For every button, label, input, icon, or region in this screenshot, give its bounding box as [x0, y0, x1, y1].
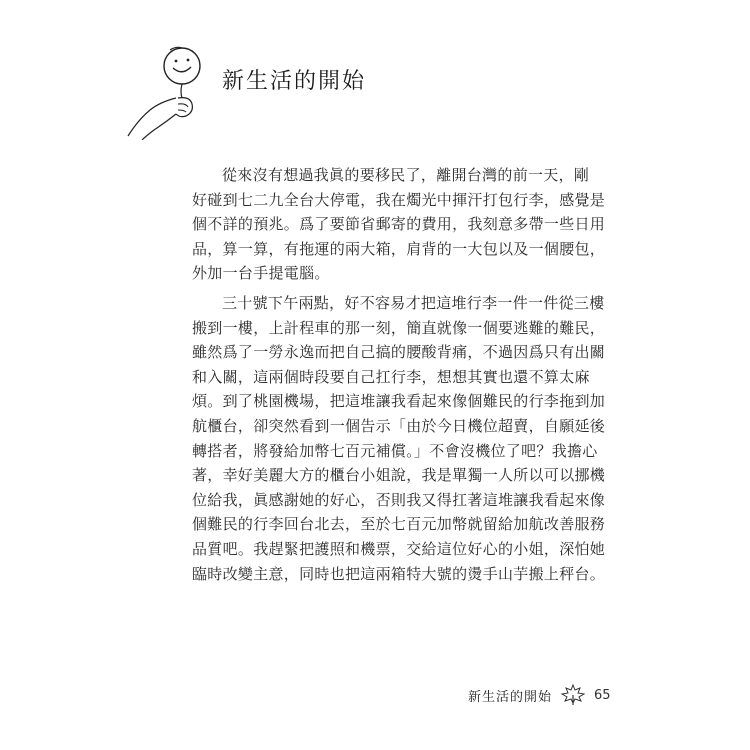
text-line: 和入關，這兩個時段要自己扛行李，想想其實也還不算太麻: [192, 367, 590, 386]
page-footer: [468, 682, 611, 708]
paragraph-2: [192, 291, 606, 586]
text-line: 三十號下午兩點，好不容易才把這堆行李一件一件從三樓: [222, 293, 605, 312]
paragraph-1: [192, 163, 606, 286]
text-line: 煩。到了桃園機場，把這堆讓我看起來像個難民的行李拖到加: [192, 392, 606, 411]
text-line: 轉搭者，將發給加幣七百元補償。」不會沒機位了吧？我擔心: [192, 441, 598, 460]
text-line: 搬到一樓，上計程車的那一刻，簡直就像一個要逃難的難民，: [192, 318, 606, 337]
text-line: 好碰到七二九全台大停電，我在燭光中揮汗打包行李，感覺是: [192, 190, 606, 209]
text-line: 從來沒有想過我眞的要移民了，離開台灣的前一天，剛: [222, 166, 590, 184]
text-line: 著，幸好美麗大方的櫃台小姐說，我是單獨一人所以可以挪機: [192, 466, 606, 485]
text-line: 個難民的行李回台北去，至於七百元加幣就留給加航改善服務: [192, 515, 606, 534]
text-line: 品質吧。我趕緊把護照和機票，交給這位好心的小姐，深怕她: [192, 539, 606, 558]
text-line: 位給我，眞感謝她的好心，否則我又得扛著這堆讓我看起來像: [192, 490, 606, 509]
hand-holding-smiley-icon: [120, 40, 220, 140]
text-line: 雖然爲了一勞永逸而把自己搞的腰酸背痛，不過因爲只有出關: [192, 343, 606, 362]
page-number: 65: [594, 687, 611, 703]
text-line: 航櫃台，卻突然看到一個告示「由於今日機位超賣，自願延後: [192, 416, 606, 435]
body-text: [192, 163, 606, 591]
text-line: 外加一台手提電腦。: [192, 264, 330, 283]
text-line: 個不詳的預兆。爲了要節省郵寄的費用，我刻意多帶一些日用: [192, 215, 606, 234]
chapter-title: 新生活的開始: [222, 69, 367, 94]
leaf-icon: [560, 683, 586, 707]
running-title: 新生活的開始: [468, 689, 553, 705]
text-line: 品，算一算，有拖運的兩大箱，肩背的一大包以及一個腰包，: [192, 239, 606, 258]
text-line: 臨時改變主意，同時也把這兩箱特大號的燙手山芋搬上秤台。: [192, 564, 606, 583]
